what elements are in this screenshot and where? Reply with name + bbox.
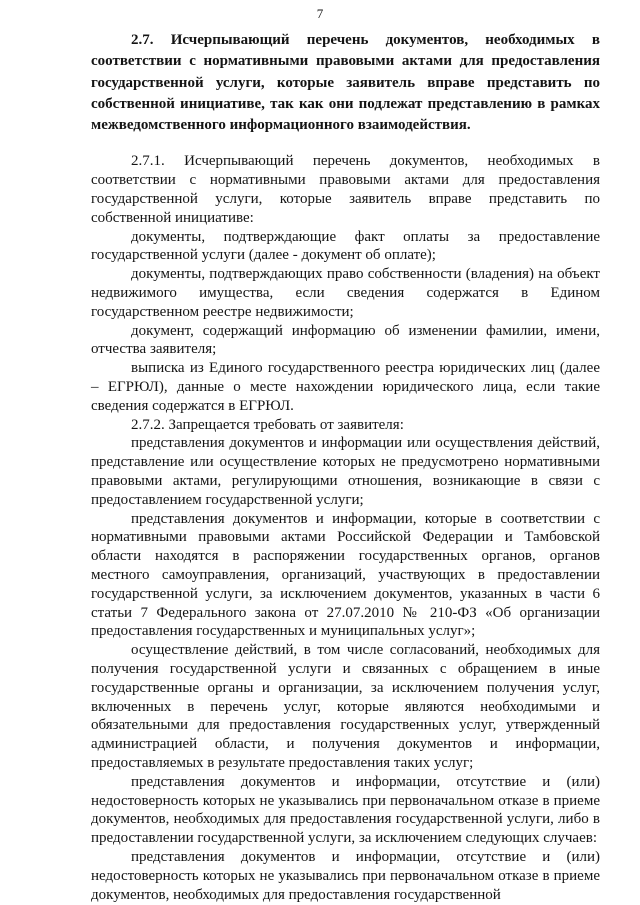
- page-content: [91, 30, 600, 904]
- section-heading: 2.7. Исчерпывающий перечень документов, необходимых в соответствии с нормативными правовыми актами для предоставления государственной услуги, которые заявитель вправе представить по собственной инициативе, так как они подлежат представлению в рамках межведомственного информационного взаимодействия.: [91, 32, 600, 134]
- list-item-prohibited-requirement: представления документов и информации, отсутствие и (или) недостоверность которых не указывались при первоначальном отказе в приеме документов, необходимых для предоставления государственной услуги, либо в предоставлении государственной услуги, за исключением следующих случаев:: [91, 773, 600, 847]
- list-item-prohibited-requirement: осуществление действий, в том числе согласований, необходимых для получения государственной услуги и связанных с обращением в иные государственные органы и организации, за исключением получения услуг, включенных в перечень услуг, которые являются необходимыми и обязательными для предоставления государственных услуг, утвержденный администрацией области, и получения документов и информации, предоставляемых в результате предоставления таких услуг;: [91, 642, 600, 771]
- list-item-payment-document: документы, подтверждающие факт оплаты за предоставление государственной услуги (далее - документ об оплате);: [91, 228, 600, 264]
- list-item-prohibited-requirement: представления документов и информации, которые в соответствии с нормативными правовыми актами Российской Федерации и Тамбовской области находятся в распоряжении государственных органов, органов местного самоуправления, организаций, участвующих в предоставлении государственной услуги, за исключением документов, указанных в части 6 статьи 7 Федерального закона от 27.07.2010 № 210-ФЗ «Об организации предоставления государственных и муниципальных услуг»;: [91, 510, 600, 640]
- paragraph-2-7-2: 2.7.2. Запрещается требовать от заявителя:: [131, 416, 404, 433]
- list-item-property-rights: документы, подтверждающих право собственности (владения) на объект недвижимого имущества, если сведения содержатся в Едином государственном реестре недвижимости;: [91, 266, 600, 320]
- list-item-prohibited-requirement: представления документов и информации или осуществления действий, представление или осуществление которых не предусмотрено нормативными правовыми актами, регулирующими отношения, возникающие в связи с предоставлением государственной услуги;: [91, 435, 600, 508]
- list-item-egrul-extract: выписка из Единого государственного реестра юридических лиц (далее – ЕГРЮЛ), данные о месте нахождении юридического лица, если такие сведения содержатся в ЕГРЮЛ.: [91, 360, 600, 414]
- list-item-exception-case: представления документов и информации, отсутствие и (или) недостоверность которых не указывались при первоначальном отказе в приеме документов, необходимых для предоставления государственной: [91, 848, 600, 903]
- page-number: 7: [316, 6, 324, 21]
- paragraph-2-7-1: 2.7.1. Исчерпывающий перечень документов, необходимых в соответствии с нормативными правовыми актами для предоставления государственной услуги, которые заявитель вправе представить по собственной инициативе:: [91, 153, 600, 226]
- list-item-name-change: документ, содержащий информацию об изменении фамилии, имени, отчества заявителя;: [91, 322, 600, 358]
